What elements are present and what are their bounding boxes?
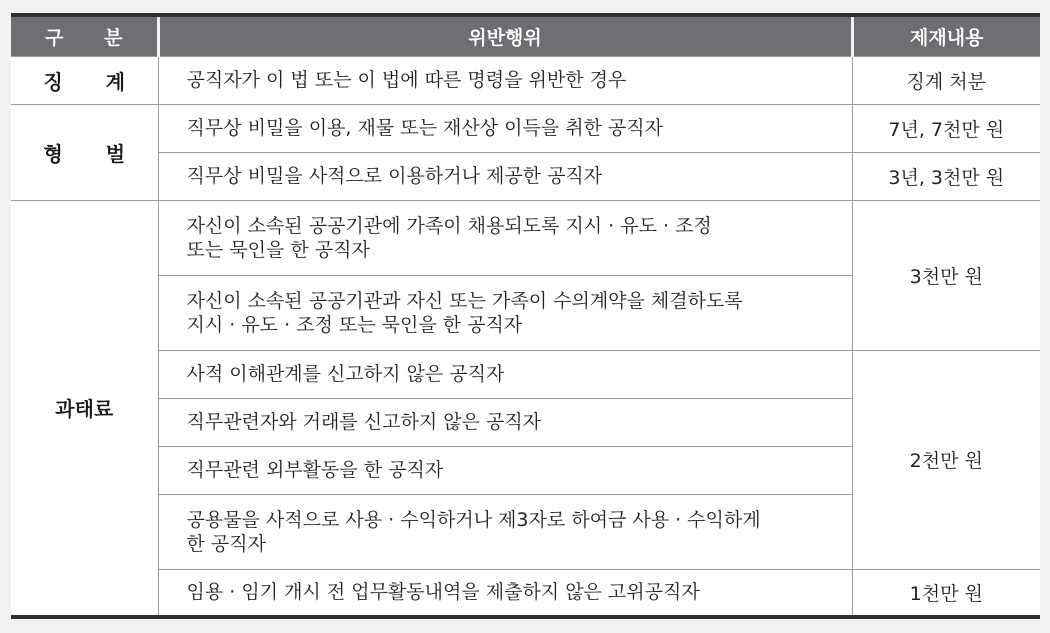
table-row [11,200,1040,275]
sanction-cell: 3천만 원 [852,200,1040,350]
violation-cell: 공용물을 사적으로 사용 · 수익하거나 제3자로 하여금 사용 · 수익하게 한 공직자 [158,494,852,569]
sanction-cell: 2천만 원 [852,350,1040,569]
table-row [11,104,1040,152]
violation-cell: 자신이 소속된 공공기관에 가족이 채용되도록 지시 · 유도 · 조정 또는 묵인을 한 공직자 [158,200,852,275]
violation-cell: 직무관련자와 거래를 신고하지 않은 공직자 [158,398,852,446]
sanction-cell: 7년, 7천만 원 [852,104,1040,152]
violation-cell: 공직자가 이 법 또는 이 법에 따른 명령을 위반한 경우 [158,56,852,104]
violation-cell: 임용 · 임기 개시 전 업무활동내역을 제출하지 않은 고위공직자 [158,569,852,617]
table-row [11,56,1040,104]
sanction-cell: 1천만 원 [852,569,1040,617]
violation-cell: 자신이 소속된 공공기관과 자신 또는 가족이 수의계약을 체결하도록 지시 · 유도 · 조정 또는 묵인을 한 공직자 [158,275,852,350]
penalty-table-container [11,13,1040,619]
violation-cell: 사적 이해관계를 신고하지 않은 공직자 [158,350,852,398]
table-row [11,569,1040,617]
header-category: 구 분 [11,15,158,56]
table-row [11,350,1040,398]
sanction-cell: 징계 처분 [852,56,1040,104]
category-cell-discipline: 징 계 [11,56,158,104]
category-cell-fine: 과태료 [11,200,158,617]
sanction-cell: 3년, 3천만 원 [852,152,1040,200]
violation-cell: 직무상 비밀을 사적으로 이용하거나 제공한 공직자 [158,152,852,200]
category-cell-criminal: 형 벌 [11,104,158,200]
table-row [11,152,1040,200]
header-violation: 위반행위 [158,15,852,56]
penalty-table [11,13,1040,619]
violation-cell: 직무관련 외부활동을 한 공직자 [158,446,852,494]
header-sanction: 제재내용 [852,15,1040,56]
table-header-row [11,15,1040,56]
violation-cell: 직무상 비밀을 이용, 재물 또는 재산상 이득을 취한 공직자 [158,104,852,152]
